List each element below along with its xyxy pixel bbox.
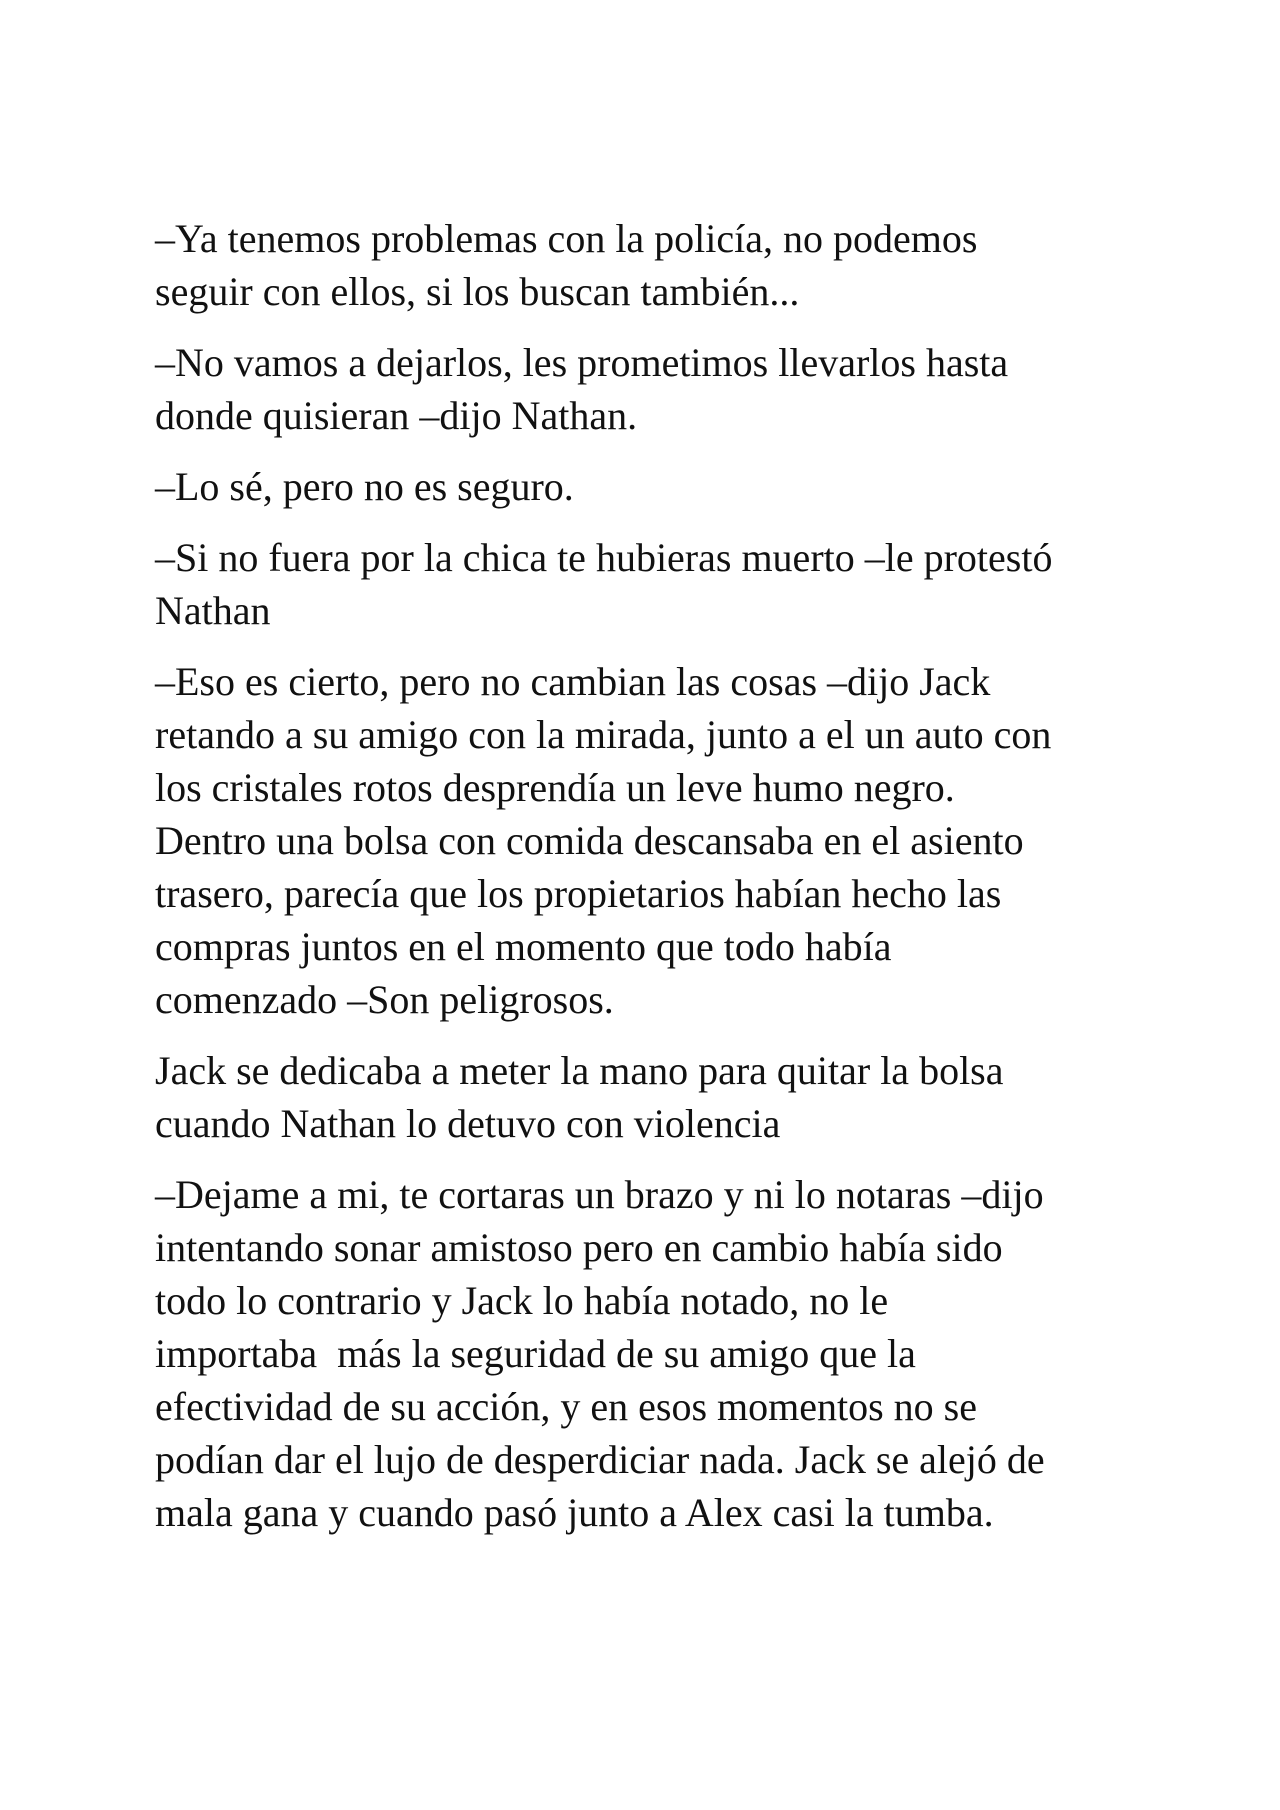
- text-line: efectividad de su acción, y en esos momentos no se: [155, 1384, 977, 1429]
- paragraph-3: [155, 460, 1145, 513]
- text-line: –No vamos a dejarlos, les prometimos llevarlos hasta: [155, 340, 1009, 385]
- text-line: –Si no fuera por la chica te hubieras muerto –le protestó: [155, 535, 1053, 580]
- text-line: –Dejame a mi, te cortaras un brazo y ni lo notaras –dijo: [155, 1172, 1044, 1217]
- text-line: trasero, parecía que los propietarios habían hecho las: [155, 871, 1002, 916]
- text-line: donde quisieran –dijo Nathan.: [155, 393, 638, 438]
- text-line: Nathan: [155, 588, 271, 633]
- text-line: Dentro una bolsa con comida descansaba en el asiento: [155, 818, 1024, 863]
- text-line: los cristales rotos desprendía un leve humo negro.: [155, 765, 955, 810]
- text-line: comenzado –Son peligrosos.: [155, 977, 614, 1022]
- text-line: –Ya tenemos problemas con la policía, no podemos: [155, 216, 978, 261]
- text-line: –Eso es cierto, pero no cambian las cosas –dijo Jack: [155, 659, 991, 704]
- paragraph-6: [155, 1044, 1145, 1150]
- text-line: Jack se dedicaba a meter la mano para quitar la bolsa: [155, 1048, 1004, 1093]
- text-line: retando a su amigo con la mirada, junto a el un auto con: [155, 712, 1052, 757]
- text-line: todo lo contrario y Jack lo había notado, no le: [155, 1278, 889, 1323]
- text-line: importaba más la seguridad de su amigo que la: [155, 1331, 916, 1376]
- paragraph-4: [155, 531, 1145, 637]
- paragraph-5: [155, 655, 1145, 1026]
- text-line: mala gana y cuando pasó junto a Alex casi la tumba.: [155, 1490, 994, 1535]
- paragraph-2: [155, 336, 1145, 442]
- paragraph-1: [155, 212, 1145, 318]
- text-line: seguir con ellos, si los buscan también...: [155, 269, 800, 314]
- text-line: podían dar el lujo de desperdiciar nada. Jack se alejó de: [155, 1437, 1045, 1482]
- text-line: intentando sonar amistoso pero en cambio había sido: [155, 1225, 1003, 1270]
- text-line: –Lo sé, pero no es seguro.: [155, 464, 574, 509]
- paragraph-7: [155, 1168, 1145, 1539]
- text-line: cuando Nathan lo detuvo con violencia: [155, 1101, 781, 1146]
- body-text: [155, 212, 1145, 1557]
- text-line: compras juntos en el momento que todo había: [155, 924, 892, 969]
